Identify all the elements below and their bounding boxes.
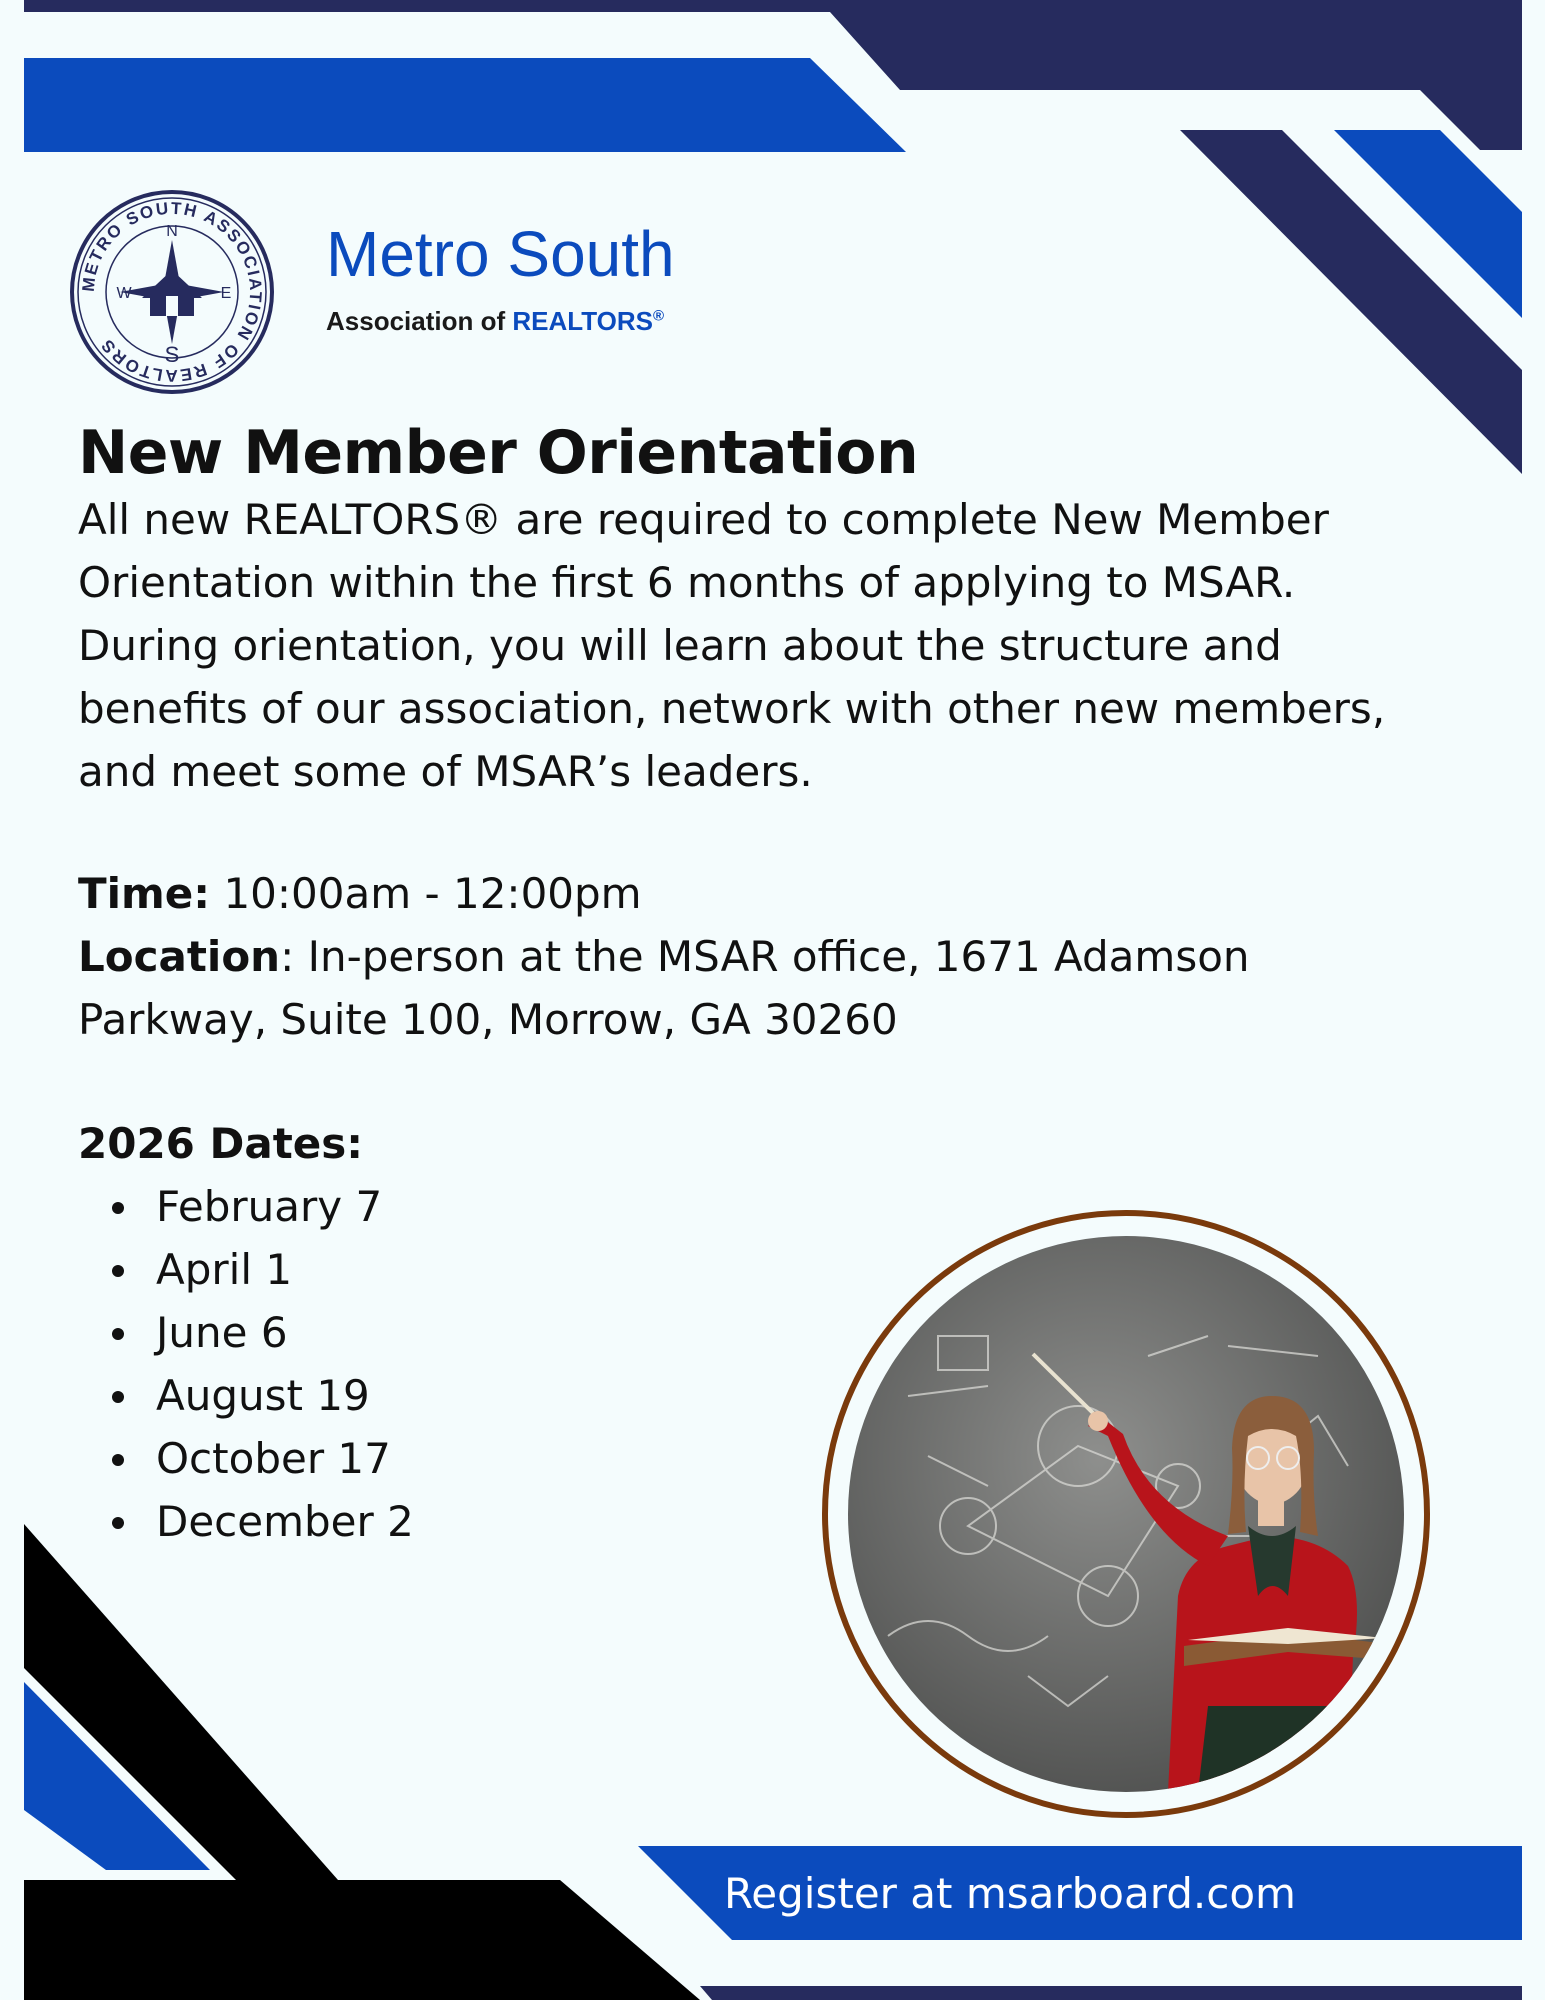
dates-heading: 2026 Dates: — [78, 1119, 364, 1168]
compass-s: S — [164, 342, 180, 367]
photo-frame — [822, 1210, 1430, 1818]
left-black-diagonal — [24, 1524, 368, 1914]
location-value: : In-person at the MSAR office, 1671 Adamson Parkway, Suite 100, Morrow, GA 30260 — [78, 932, 1250, 1044]
teacher-photo — [848, 1236, 1404, 1792]
list-item: October 17 — [78, 1427, 414, 1490]
registered-mark: ® — [652, 307, 665, 325]
compass-e: E — [220, 285, 232, 302]
register-banner[interactable] — [638, 1846, 1522, 1940]
bottom-black-stripe — [24, 1880, 700, 2000]
brand-sub-accent: REALTORS — [512, 306, 653, 336]
compass-n: N — [166, 223, 178, 240]
time-value: 10:00am - 12:00pm — [210, 869, 642, 918]
brand-subtitle — [326, 306, 664, 337]
event-details — [78, 862, 1378, 1051]
list-item: April 1 — [78, 1238, 414, 1301]
page-title: New Member Orientation — [78, 418, 919, 488]
dates-list — [78, 1175, 414, 1553]
location-line — [78, 925, 1378, 1051]
msar-seal-logo — [68, 188, 276, 396]
list-item: June 6 — [78, 1301, 414, 1364]
location-label: Location — [78, 932, 281, 981]
intro-paragraph: All new REALTORS® are required to complete New Member Orientation within the first 6 months of applying to MSAR. During orientation, you will learn about the structure and benefits of our association, network with other new members, and meet some of MSAR’s leaders. — [78, 495, 1386, 796]
time-label: Time: — [78, 869, 211, 918]
teacher-at-chalkboard-photo — [848, 1236, 1404, 1792]
bottom-navy-stripe — [700, 1986, 1522, 2000]
brand-name: Metro South — [326, 218, 675, 290]
time-line — [78, 862, 1378, 925]
compass-w: W — [116, 285, 132, 302]
seal-ring-text: METRO SOUTH ASSOCIATION OF REALTORS — [78, 198, 266, 386]
list-item: August 19 — [78, 1364, 414, 1427]
register-text[interactable]: Register at msarboard.com — [724, 1868, 1296, 1918]
brand-sub-prefix: Association of — [326, 306, 513, 336]
list-item: February 7 — [78, 1175, 414, 1238]
list-item: December 2 — [78, 1490, 414, 1553]
top-blue-stripe — [24, 58, 906, 152]
